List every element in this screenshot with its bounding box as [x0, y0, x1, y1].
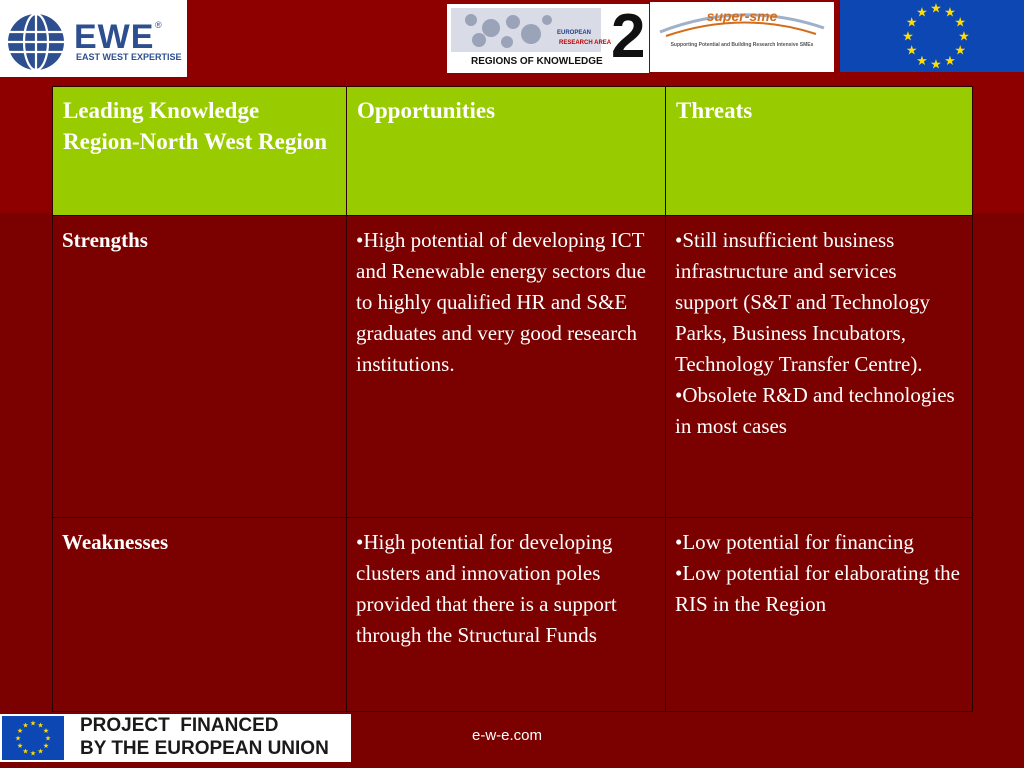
bullet-text: •High potential for developing clusters and innovation poles provided that there is a support through the Structural Funds	[356, 530, 617, 647]
ewe-logo-subtitle: EAST WEST EXPERTISE	[76, 52, 182, 62]
era-line-2: RESEARCH AREA	[559, 40, 612, 46]
era-number: 2	[611, 4, 646, 71]
star-icon: ★	[958, 28, 970, 44]
footer-url-link[interactable]: e-w-e.com	[472, 727, 543, 744]
bullet-text: •Still insufficient business infrastructure and services support (S&T and Technology Parks, Business Incubators, Technology Transfer Centre).	[675, 228, 930, 376]
swot-table	[52, 86, 973, 712]
star-icon: ★	[16, 741, 24, 750]
bullet-text: •High potential of developing ICT and Renewable energy sectors due to highly qualified HR and S&E graduates and very good research institutions.	[356, 228, 647, 376]
star-icon: ★	[22, 721, 29, 730]
star-icon: ★	[44, 734, 52, 743]
header-corner-cell: Leading Knowledge Region-North West Region	[53, 87, 347, 216]
bullet-text: •Low potential for financing	[675, 530, 914, 554]
regions-of-knowledge-logo	[447, 4, 649, 73]
table-row	[53, 216, 973, 518]
star-icon: ★	[916, 52, 928, 68]
star-icon: ★	[954, 14, 967, 30]
star-icon: ★	[37, 747, 44, 756]
star-icon: ★	[29, 719, 37, 728]
table-row	[53, 518, 973, 712]
globe-icon	[6, 12, 66, 72]
cell-weaknesses-opportunities	[347, 518, 666, 712]
banner-text	[80, 714, 329, 760]
star-icon: ★	[905, 14, 918, 30]
star-icon: ★	[16, 726, 24, 735]
star-icon: ★	[902, 28, 914, 44]
star-icon: ★	[22, 747, 29, 756]
star-icon: ★	[944, 4, 956, 20]
super-sme-logo	[650, 2, 834, 72]
super-sme-title: super-sme	[706, 8, 778, 24]
cell-weaknesses-threats	[666, 518, 973, 712]
super-sme-subtitle: Supporting Potential and Building Research Intensive SMEs	[670, 42, 814, 48]
star-icon: ★	[42, 741, 50, 750]
bullet-text: •Low potential for elaborating the RIS in the Region	[675, 561, 960, 616]
era-line-1: EUROPEAN	[557, 30, 592, 36]
eu-financed-banner	[0, 714, 351, 762]
cell-strengths-threats	[666, 216, 973, 518]
star-icon: ★	[37, 721, 44, 730]
eu-flag-icon	[840, 0, 1024, 72]
ewe-logo	[0, 0, 187, 77]
era-title: REGIONS OF KNOWLEDGE	[471, 56, 603, 67]
row-label-strengths: Strengths	[53, 216, 347, 518]
banner-line-2: BY THE EUROPEAN UNION	[80, 738, 329, 759]
banner-line-1: PROJECT FINANCED	[80, 715, 279, 736]
star-icon: ★	[29, 749, 37, 758]
ewe-logo-mark: EWE	[74, 18, 155, 56]
star-icon: ★	[944, 52, 956, 68]
header-threats: Threats	[666, 87, 973, 216]
star-icon: ★	[916, 4, 928, 20]
table-header-row	[53, 87, 973, 216]
star-icon: ★	[930, 0, 942, 16]
star-icon: ★	[930, 56, 942, 72]
star-icon: ★	[14, 734, 22, 743]
star-icon: ★	[905, 42, 918, 58]
star-icon: ★	[42, 726, 50, 735]
star-icon: ★	[954, 42, 967, 58]
registered-mark: ®	[155, 20, 162, 30]
bullet-text: •Obsolete R&D and technologies in most cases	[675, 383, 955, 438]
row-label-weaknesses: Weaknesses	[53, 518, 347, 712]
eu-flag-small-icon	[2, 716, 64, 760]
cell-strengths-opportunities	[347, 216, 666, 518]
header-opportunities: Opportunities	[347, 87, 666, 216]
